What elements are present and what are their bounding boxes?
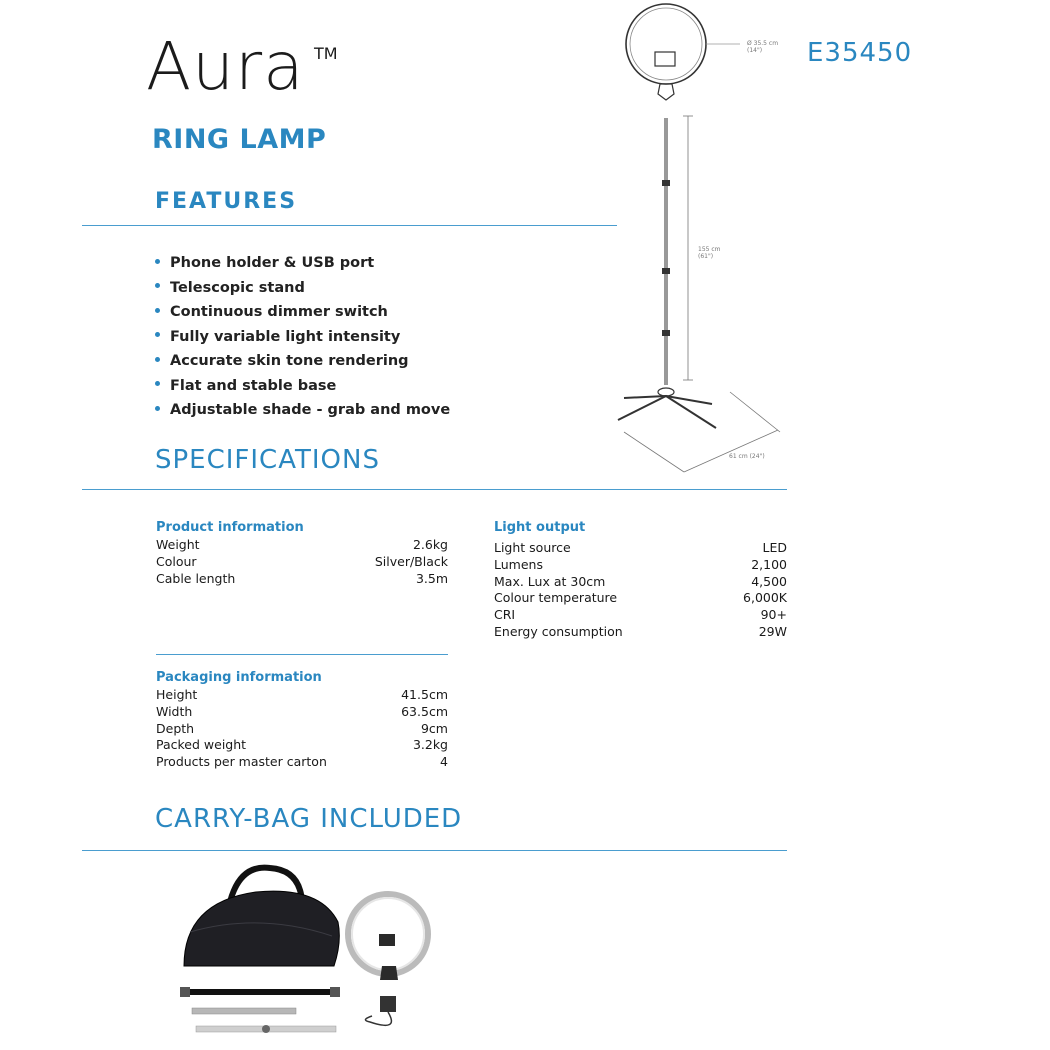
packaging-information-block <box>156 670 448 771</box>
carry-bag-product-photo <box>170 862 470 1050</box>
ring-outline-icon <box>626 4 706 84</box>
list-item: Adjustable shade - grab and move <box>155 399 450 424</box>
height-dimension-label: 155 cm (61") <box>698 246 721 261</box>
light-output-block <box>494 520 787 641</box>
product-information-title: Product information <box>156 520 304 535</box>
table-row: Products per master carton 4 <box>156 754 448 770</box>
product-information-block <box>156 520 448 587</box>
table-row: Cable length 3.5m <box>156 570 448 586</box>
table-row: CRI 90+ <box>494 607 787 623</box>
specifications-heading: SPECIFICATIONS <box>155 445 380 475</box>
bullet-icon <box>155 283 160 288</box>
bullet-icon <box>155 406 160 411</box>
lamp-dimension-drawing <box>600 0 800 480</box>
table-row: Height 41.5cm <box>156 687 448 702</box>
telescopic-pole-icon <box>192 1008 296 1014</box>
table-row: Packed weight 3.2kg <box>156 737 448 753</box>
ring-dimension-label: Ø 35.5 cm (14") <box>747 40 779 55</box>
product-subtitle: RING LAMP <box>152 124 327 155</box>
packaging-information-title: Packaging information <box>156 670 322 685</box>
list-item: Accurate skin tone rendering <box>155 350 450 375</box>
table-row: Weight 2.6kg <box>156 537 448 552</box>
list-item: Phone holder & USB port <box>155 252 450 277</box>
features-heading: FEATURES <box>155 189 298 214</box>
table-row: Width 63.5cm <box>156 703 448 719</box>
bullet-icon <box>155 308 160 313</box>
brand-name: Aura <box>146 28 305 105</box>
table-row: Lumens 2,100 <box>494 556 787 572</box>
list-item: Flat and stable base <box>155 375 450 400</box>
light-output-title: Light output <box>494 520 586 535</box>
features-list <box>155 252 450 424</box>
list-item: Telescopic stand <box>155 277 450 302</box>
carry-bag-divider <box>82 850 787 851</box>
carry-bag-icon <box>184 891 339 966</box>
base-dimension-label: 61 cm (24") <box>729 453 765 460</box>
bullet-icon <box>155 332 160 337</box>
list-item: Continuous dimmer switch <box>155 301 450 326</box>
table-row: Energy consumption 29W <box>494 623 787 639</box>
power-adapter-icon <box>380 996 396 1012</box>
bullet-icon <box>155 381 160 386</box>
bullet-icon <box>155 259 160 264</box>
table-row: Max. Lux at 30cm 4,500 <box>494 573 787 589</box>
product-code: E35450 <box>807 38 913 68</box>
bullet-icon <box>155 357 160 362</box>
trademark-symbol: TM <box>314 44 338 63</box>
carry-bag-heading: CARRY-BAG INCLUDED <box>155 804 463 834</box>
product-info-divider <box>156 654 448 655</box>
table-row: Colour Silver/Black <box>156 553 448 569</box>
list-item: Fully variable light intensity <box>155 326 450 351</box>
table-row: Depth 9cm <box>156 720 448 736</box>
table-row: Colour temperature 6,000K <box>494 590 787 606</box>
table-row: Light source LED <box>494 540 787 555</box>
features-divider <box>82 225 617 226</box>
specifications-divider <box>82 489 787 490</box>
